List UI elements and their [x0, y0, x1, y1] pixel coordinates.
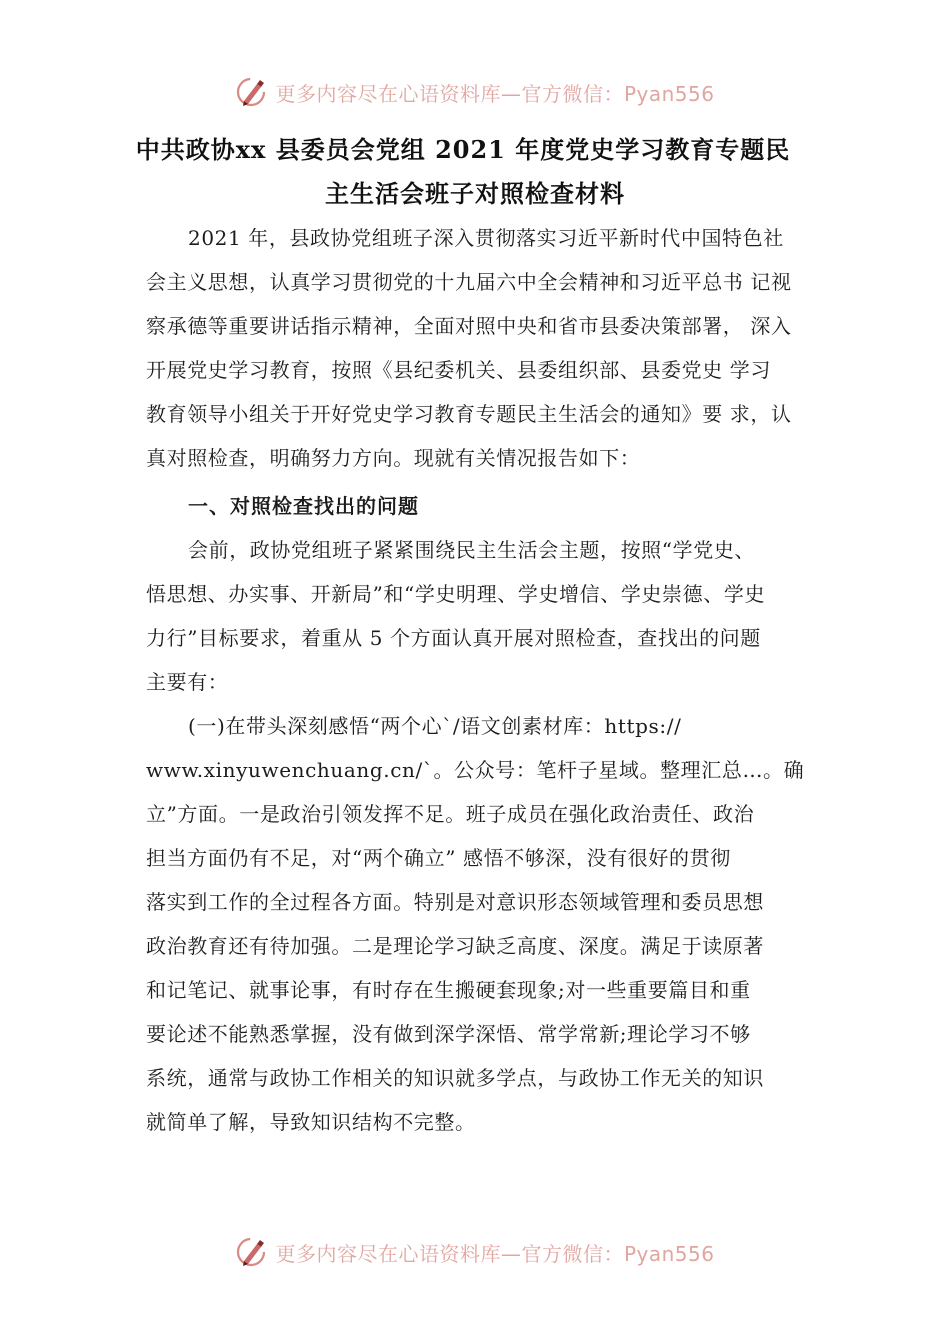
watermark-footer: [0, 1230, 950, 1274]
pen-logo-icon: [235, 1235, 269, 1269]
text-line: 悟思想、办实事、开新局”和“学史明理、学史增信、学史崇德、学史: [146, 582, 766, 606]
text-line: (一)在带头深刻感悟“两个心`/语文创素材库：https://: [188, 714, 682, 738]
text-line: 担当方面仍有不足，对“两个确立” 感悟不够深，没有很好的贯彻: [146, 846, 731, 870]
text-line: 和记笔记、就事论事，有时存在生搬硬套现象;对一些重要篇目和重: [146, 978, 751, 1002]
text-line: www.xinyuwenchuang.cn/`。公众号：笔杆子星域。整理汇总…。确: [146, 758, 805, 782]
text-line: 要论述不能熟悉掌握，没有做到深学深悟、常学常新;理论学习不够: [146, 1022, 751, 1046]
watermark-text: 更多内容尽在心语资料库—官方微信：Pyan556: [275, 81, 715, 106]
text-line: 教育领导小组关于开好党史学习教育专题民主生活会的通知》要 求，认: [146, 402, 792, 426]
pen-logo-icon: [235, 75, 269, 109]
watermark-text: 更多内容尽在心语资料库—官方微信：Pyan556: [275, 1241, 715, 1266]
text-line: 主要有：: [146, 670, 229, 694]
text-line: 落实到工作的全过程各方面。特别是对意识形态领域管理和委员思想: [146, 890, 764, 914]
paragraph-preface: [146, 528, 836, 704]
document-title-line-2: 主生活会班子对照检查材料: [325, 179, 625, 208]
text-line: 就简单了解，导致知识结构不完整。: [146, 1110, 476, 1134]
text-line: 立”方面。一是政治引领发挥不足。班子成员在强化政治责任、政治: [146, 802, 755, 826]
section-heading: 一、对照检查找出的问题: [188, 494, 419, 518]
text-line: 政治教育还有待加强。二是理论学习缺乏高度、深度。满足于读原著: [146, 934, 764, 958]
paragraph-intro: [146, 216, 836, 480]
watermark-header: [0, 70, 950, 114]
document-title-line-1: 中共政协xx 县委员会党组 2021 年度党史学习教育专题民: [135, 135, 791, 164]
text-line: 真对照检查，明确努力方向。现就有关情况报告如下：: [146, 446, 641, 470]
text-line: 开展党史学习教育，按照《县纪委机关、县委组织部、县委党史 学习: [146, 358, 771, 382]
text-line: 察承德等重要讲话指示精神，全面对照中央和省市县委决策部署， 深入: [146, 314, 792, 338]
text-line: 系统，通常与政协工作相关的知识就多学点，与政协工作无关的知识: [146, 1066, 764, 1090]
paragraph-item-1: [146, 704, 836, 1144]
document-body: [146, 216, 836, 1144]
text-line: 力行”目标要求，着重从 5 个方面认真开展对照检查，查找出的问题: [146, 626, 761, 650]
text-line: 会主义思想，认真学习贯彻党的十九届六中全会精神和习近平总书 记视: [146, 270, 792, 294]
text-line: 2021 年，县政协党组班子深入贯彻落实习近平新时代中国特色社: [188, 226, 784, 250]
text-line: 会前，政协党组班子紧紧围绕民主生活会主题，按照“学党史、: [188, 538, 756, 562]
